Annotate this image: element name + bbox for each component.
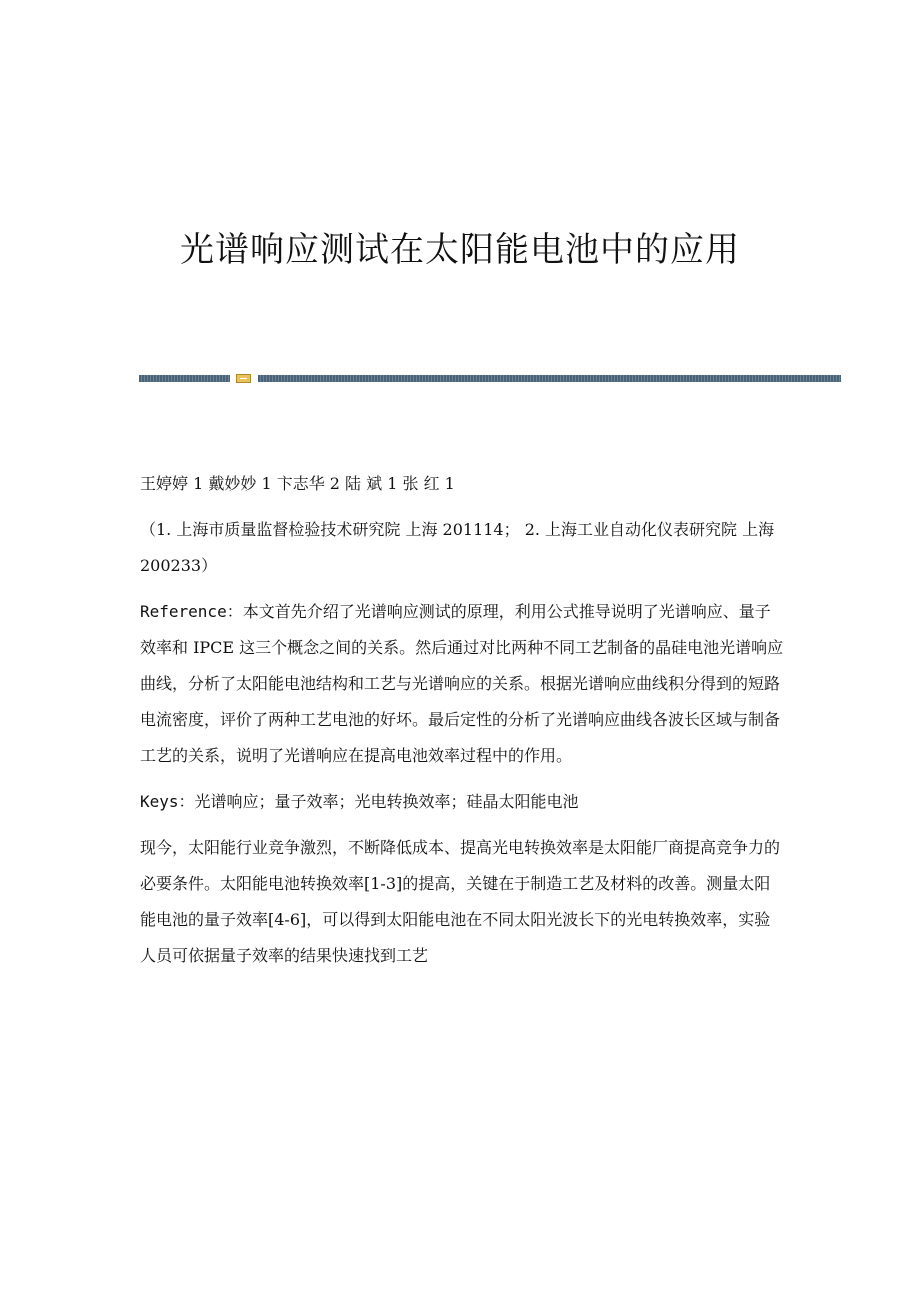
- keywords: [140, 784, 785, 820]
- keywords-text: 光谱响应；量子效率；光电转换效率；硅晶太阳能电池: [194, 792, 579, 811]
- abstract: [140, 594, 785, 774]
- abstract-text: 本文首先介绍了光谱响应测试的原理，利用公式推导说明了光谱响应、量子效率和 IPCE 这三个概念之间的关系。然后通过对比两种不同工艺制备的晶硅电池光谱响应曲线，分析了太阳能电池结构和工艺与光谱响应的关系。根据光谱响应曲线积分得到的短路电流密度，评价了两种工艺电池的好坏。最后定性的分析了光谱响应曲线各波长区域与制备工艺的关系，说明了光谱响应在提高电池效率过程中的作用。: [140, 602, 784, 765]
- divider-bar-left: [139, 375, 230, 382]
- body-paragraph: 现今，太阳能行业竞争激烈，不断降低成本、提高光电转换效率是太阳能厂商提高竞争力的必要条件。太阳能电池转换效率[1-3]的提高，关键在于制造工艺及材料的改善。测量太阳能电池的量子效率[4-6]，可以得到太阳能电池在不同太阳光波长下的光电转换效率，实验人员可依据量子效率的结果快速找到工艺: [140, 838, 781, 965]
- title-divider: [139, 374, 841, 383]
- divider-bar-right: [258, 375, 841, 382]
- divider-ornament-icon: [236, 374, 251, 383]
- article-content: [140, 466, 785, 984]
- abstract-label: Reference：: [140, 602, 243, 621]
- author-list: 王婷婷 1 戴妙妙 1 卞志华 2 陆 斌 1 张 红 1: [140, 474, 455, 493]
- page-title: 光谱响应测试在太阳能电池中的应用: [180, 230, 740, 270]
- keywords-label: Keys：: [140, 792, 195, 811]
- affiliations: （1. 上海市质量监督检验技术研究院 上海 201114； 2. 上海工业自动化仪表研究院 上海 200233）: [140, 520, 775, 575]
